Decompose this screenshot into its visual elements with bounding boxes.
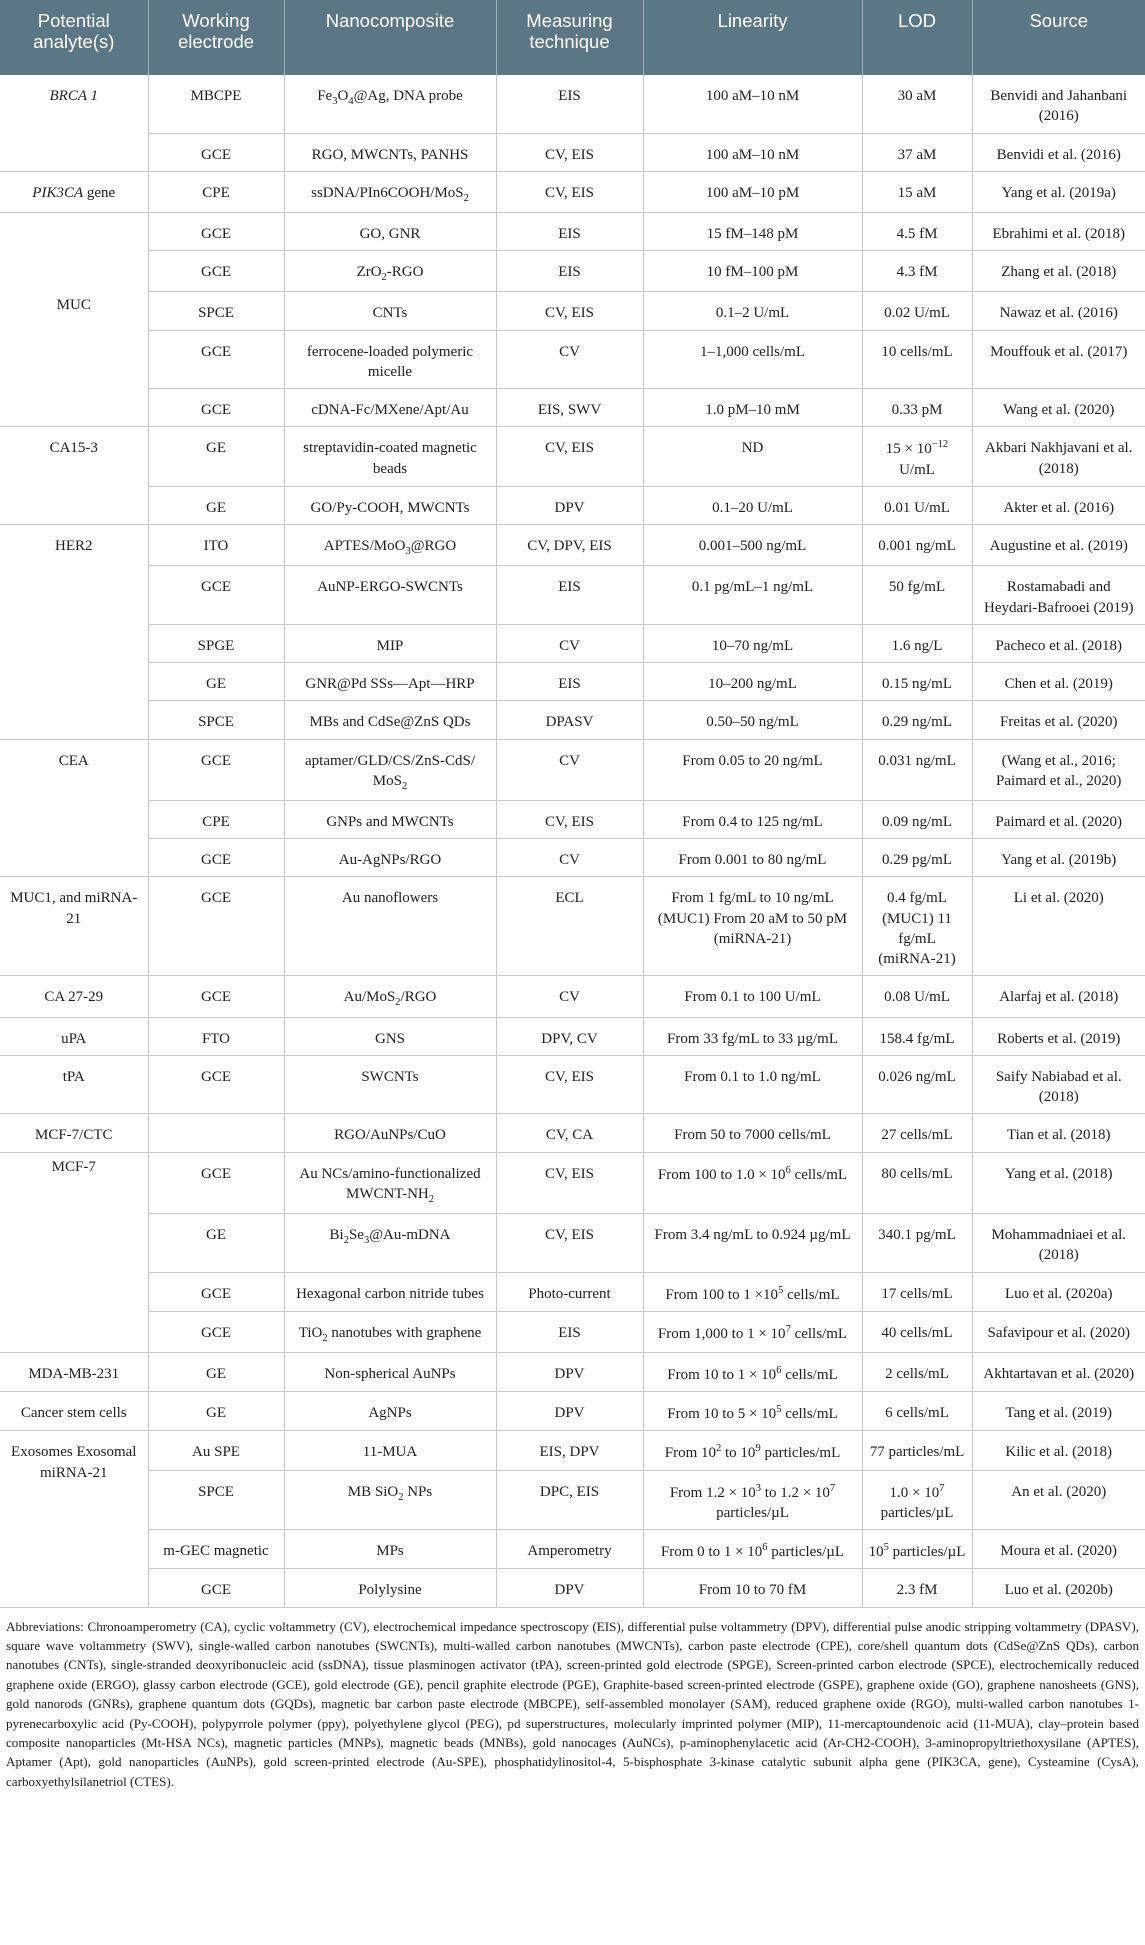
nanocomposite-cell: AgNPs [284,1392,496,1431]
nanocomposite-cell: GO/Py-COOH, MWCNTs [284,486,496,524]
nanocomposite-cell: APTES/MoO$_3$@RGO [284,525,496,566]
table-row [0,1055,1145,1114]
technique-cell: CV, DPV, EIS [496,525,643,566]
lod-cell: $10^5$ particles/µL [862,1530,972,1569]
nanocomposite-cell: cDNA-Fc/MXene/Apt/Au [284,389,496,427]
source-cell: An et al. (2020) [972,1470,1145,1530]
table-row [0,292,1145,330]
table-row [0,663,1145,701]
nanocomposite-cell: MBs and CdSe@ZnS QDs [284,701,496,739]
lod-cell: 340.1 pg/mL [862,1214,972,1273]
table-row [0,1214,1145,1273]
table-row [0,75,1145,133]
electrode-cell: GCE [148,251,284,292]
lod-cell: 15 aM [862,171,972,212]
nanocomposite-cell: $Bi_2Se_3@Au$-mDNA [284,1214,496,1273]
nanocomposite-cell: RGO/AuNPs/CuO [284,1114,496,1152]
lod-cell: 17 cells/mL [862,1272,972,1311]
table-row [0,877,1145,976]
nanocomposite-cell: MPs [284,1530,496,1569]
source-cell: Zhang et al. (2018) [972,251,1145,292]
technique-cell: CV [496,330,643,389]
technique-cell: DPASV [496,701,643,739]
source-cell: Kilic et al. (2018) [972,1431,1145,1470]
source-cell: Yang et al. (2019a) [972,171,1145,212]
technique-cell: CV, EIS [496,800,643,838]
analyte-cell: Exosomes Exosomal miRNA-21 [0,1431,148,1607]
linearity-cell: From 0.05 to 20 ng/mL [643,739,862,800]
source-cell: Tang et al. (2019) [972,1392,1145,1431]
header-measuring-technique: Measuring technique [496,0,643,75]
technique-cell: CV, EIS [496,133,643,171]
source-cell: Pacheco et al. (2018) [972,624,1145,662]
nanocomposite-cell: Non-spherical AuNPs [284,1352,496,1391]
table-row [0,1272,1145,1311]
linearity-cell: From 0.1 to 1.0 ng/mL [643,1055,862,1114]
analyte-cell: MUC [0,212,148,426]
technique-cell: EIS [496,1311,643,1352]
technique-cell: CV, EIS [496,292,643,330]
electrode-cell: GCE [148,1152,284,1213]
source-cell: Rostamabadi and Heydari-Bafrooei (2019) [972,566,1145,625]
technique-cell: CV, EIS [496,1055,643,1114]
linearity-cell: From 33 fg/mL to 33 µg/mL [643,1017,862,1055]
table-row [0,976,1145,1017]
table-row [0,133,1145,171]
electrode-cell: SPCE [148,701,284,739]
table-row [0,251,1145,292]
technique-cell: EIS [496,566,643,625]
linearity-cell: ND [643,427,862,487]
source-cell: Akhtartavan et al. (2020) [972,1352,1145,1391]
electrode-cell: CPE [148,800,284,838]
linearity-cell: 0.001–500 ng/mL [643,525,862,566]
source-cell: Ebrahimi et al. (2018) [972,212,1145,250]
table-row [0,427,1145,487]
linearity-cell: 1.0 pM–10 mM [643,389,862,427]
table-row [0,330,1145,389]
header-nanocomposite: Nanocomposite [284,0,496,75]
table-row [0,624,1145,662]
source-cell: Moura et al. (2020) [972,1530,1145,1569]
table-row [0,566,1145,625]
electrode-cell: SPCE [148,1470,284,1530]
technique-cell: DPV [496,1569,643,1607]
technique-cell: Photo-current [496,1272,643,1311]
nanocomposite-cell: Polylysine [284,1569,496,1607]
linearity-cell: From $10^2$ to $10^9$ particles/mL [643,1431,862,1470]
electrode-cell: GCE [148,133,284,171]
electrode-cell: GCE [148,839,284,877]
table-header [0,0,1145,75]
source-cell: Akbari Nakhjavani et al. (2018) [972,427,1145,487]
source-cell: Safavipour et al. (2020) [972,1311,1145,1352]
lod-cell: 0.026 ng/mL [862,1055,972,1114]
technique-cell: CV [496,739,643,800]
source-cell: Luo et al. (2020b) [972,1569,1145,1607]
source-cell: Mohammadniaei et al. (2018) [972,1214,1145,1273]
nanocomposite-cell: 11-MUA [284,1431,496,1470]
linearity-cell: From 10 to $5 \times 10^5$ cells/mL [643,1392,862,1431]
table-row [0,1311,1145,1352]
header-linearity: Linearity [643,0,862,75]
electrode-cell: GCE [148,739,284,800]
lod-cell: 0.02 U/mL [862,292,972,330]
technique-cell: EIS [496,663,643,701]
nanocomposite-cell: $Fe_3O_4@Ag$, DNA probe [284,75,496,133]
analyte-cell: MCF-7 [0,1152,148,1352]
abbreviations-footnote [0,1608,1145,1791]
nanocomposite-cell: GNPs and MWCNTs [284,800,496,838]
table-row [0,389,1145,427]
nanocomposite-cell: AuNP-ERGO-SWCNTs [284,566,496,625]
table-row [0,800,1145,838]
technique-cell: EIS [496,212,643,250]
lod-cell: 0.01 U/mL [862,486,972,524]
analyte-cell: BRCA 1 [0,75,148,171]
analyte-cell: HER2 [0,525,148,739]
table-row [0,1152,1145,1213]
table-row [0,1530,1145,1569]
linearity-cell: 0.1 pg/mL–1 ng/mL [643,566,862,625]
source-cell: Benvidi et al. (2016) [972,133,1145,171]
nanocomposite-cell: ZrO$_2$-RGO [284,251,496,292]
linearity-cell: From 100 to $1.0 \times 10^6$ cells/mL [643,1152,862,1213]
source-cell: Paimard et al. (2020) [972,800,1145,838]
linearity-cell: From 1 fg/mL to 10 ng/mL (MUC1) From 20 aM to 50 pM (miRNA-21) [643,877,862,976]
technique-cell: CV, CA [496,1114,643,1152]
technique-cell: CV, EIS [496,427,643,487]
electrode-cell: GE [148,1214,284,1273]
electrode-cell: SPGE [148,624,284,662]
linearity-cell: 100 aM–10 pM [643,171,862,212]
linearity-cell: 10 fM–100 pM [643,251,862,292]
table-row [0,525,1145,566]
linearity-cell: From 0.4 to 125 ng/mL [643,800,862,838]
table-row [0,1392,1145,1431]
analyte-cell: MCF-7/CTC [0,1114,148,1152]
lod-cell: 2.3 fM [862,1569,972,1607]
source-cell: Luo et al. (2020a) [972,1272,1145,1311]
lod-cell: 0.29 ng/mL [862,701,972,739]
source-cell: Augustine et al. (2019) [972,525,1145,566]
analyte-cell: CA15-3 [0,427,148,525]
technique-cell: EIS, DPV [496,1431,643,1470]
electrode-cell: Au SPE [148,1431,284,1470]
table-row [0,1431,1145,1470]
electrode-cell: FTO [148,1017,284,1055]
linearity-cell: From 100 to $1 \times 10^5$ cells/mL [643,1272,862,1311]
nanocomposite-cell: aptamer/GLD/CS/ZnS-CdS/ MoS$_2$ [284,739,496,800]
linearity-cell: 15 fM–148 pM [643,212,862,250]
technique-cell: CV, EIS [496,171,643,212]
linearity-cell: From 10 to 70 fM [643,1569,862,1607]
linearity-cell: From 0.1 to 100 U/mL [643,976,862,1017]
nanocomposite-cell: SWCNTs [284,1055,496,1114]
source-cell: (Wang et al., 2016; Paimard et al., 2020) [972,739,1145,800]
header-lod: LOD [862,0,972,75]
lod-cell: 0.08 U/mL [862,976,972,1017]
electrode-cell: GCE [148,976,284,1017]
technique-cell: CV [496,976,643,1017]
technique-cell: EIS [496,75,643,133]
linearity-cell: From 50 to 7000 cells/mL [643,1114,862,1152]
lod-cell: 0.33 pM [862,389,972,427]
lod-cell: 0.001 ng/mL [862,525,972,566]
electrode-cell: GE [148,486,284,524]
nanocomposite-cell: MB SiO$_2$ NPs [284,1470,496,1530]
table-row [0,171,1145,212]
linearity-cell: 10–70 ng/mL [643,624,862,662]
table-row [0,1017,1145,1055]
linearity-cell: From 3.4 ng/mL to 0.924 µg/mL [643,1214,862,1273]
electrode-cell: GCE [148,1272,284,1311]
electrode-cell: CPE [148,171,284,212]
source-cell: Akter et al. (2016) [972,486,1145,524]
lod-cell: 0.29 pg/mL [862,839,972,877]
electrode-cell: GCE [148,330,284,389]
electrode-cell: GCE [148,566,284,625]
table-row [0,1569,1145,1607]
lod-cell: 80 cells/mL [862,1152,972,1213]
nanocomposite-cell: GNS [284,1017,496,1055]
electrode-cell: GE [148,1352,284,1391]
source-cell: Benvidi and Jahanbani (2016) [972,75,1145,133]
electrode-cell: GCE [148,877,284,976]
linearity-cell: 100 aM–10 nM [643,75,862,133]
source-cell: Yang et al. (2018) [972,1152,1145,1213]
source-cell: Wang et al. (2020) [972,389,1145,427]
source-cell: Tian et al. (2018) [972,1114,1145,1152]
electrode-cell: GCE [148,389,284,427]
nanocomposite-cell: streptavidin-coated magnetic beads [284,427,496,487]
header-analyte: Potential analyte(s) [0,0,148,75]
electrode-cell: GCE [148,1311,284,1352]
table-row [0,1470,1145,1530]
technique-cell: EIS [496,251,643,292]
table-body [0,75,1145,1607]
technique-cell: DPV, CV [496,1017,643,1055]
technique-cell: DPV [496,1392,643,1431]
lod-cell: 1.6 ng/L [862,624,972,662]
electrode-cell: GCE [148,212,284,250]
technique-cell: ECL [496,877,643,976]
analyte-cell: PIK3CA gene [0,171,148,212]
nanocomposite-cell: Au/MoS$_2$/RGO [284,976,496,1017]
table-row [0,1352,1145,1391]
electrode-cell: ITO [148,525,284,566]
source-cell: Mouffouk et al. (2017) [972,330,1145,389]
nanocomposite-cell: RGO, MWCNTs, PANHS [284,133,496,171]
source-cell: Roberts et al. (2019) [972,1017,1145,1055]
lod-cell: 0.15 ng/mL [862,663,972,701]
source-cell: Saify Nabiabad et al. (2018) [972,1055,1145,1114]
table-row [0,739,1145,800]
electrode-cell [148,1114,284,1152]
linearity-cell: From 10 to $1 \times 10^6$ cells/mL [643,1352,862,1391]
electrode-cell: m-GEC magnetic [148,1530,284,1569]
nanocomposite-cell: CNTs [284,292,496,330]
nanocomposite-cell: ferrocene-loaded polymeric micelle [284,330,496,389]
analyte-cell: tPA [0,1055,148,1114]
lod-cell: 37 aM [862,133,972,171]
technique-cell: CV [496,839,643,877]
lod-cell: 0.09 ng/mL [862,800,972,838]
footnote-text: Abbreviations: Chronoamperometry (CA), cyclic voltammetry (CV), electrochemical impedance spectroscopy (EIS), differential pulse voltammetry (DPV), differential pulse anodic stripping voltammetry (DPASV), square wave voltammetry (SWV), single-walled carbon nanotubes (SWCNTs), multi-walled carbon nanotubes (MWCNTs), carbon paste electrode (CPE), core/shell quantum dots (CdSe@ZnS QDs), carbon nanotubes (CNTs), single-stranded deoxyribonucleic acid (ssDNA), tissue plasminogen activator (tPA), screen-printed gold electrode (SPGE), Screen-printed carbon electrode (SPCE), electrochemically reduced graphene oxide (ERGO), glassy carbon electrode (GCE), gold electrode (GE), pencil graphite electrode (PGE), Graphite-based screen-printed electrode (GSPE), graphene oxide (GO), graphene nanosheets (GNS), gold nanorods (GNRs), graphene quantum dots (GQDs), magnetic bar carbon paste electrode (MBCPE), self-assembled monolayer (SAM), reduced graphene oxide (RGO), multi-walled carbon nanotubes 1-pyrenecarboxylic acid (Py-COOH), polypyrrole polymer (ppy), polyethylene glycol (PEG), pd superstructures, molecularly imprinted polymer (MIP), 11-mercaptoundenoic acid (11-MUA), clay–protein based composite nanoparticles (Mt-HSA NCs), magnetic particles (MNPs), magnetic beads (MNBs), gold nanocages (AuNCs), p-aminophenylacetic acid (Ar-CH2-COOH), 3-aminopropyltriethoxysilane (APTES), Aptamer (Apt), gold nanoparticles (AuNPs), gold screen-printed electrode (Au-SPE), phosphatidylinositol-4, 5-bisphosphate 3-kinase catalytic subunit alpha gene (PIK3CA, gene), Cysteamine (CysA), carboxyethylsilanetriol (CTES). [6,1618,1139,1789]
electrode-cell: MBCPE [148,75,284,133]
source-cell: Li et al. (2020) [972,877,1145,976]
analyte-cell: CA 27-29 [0,976,148,1017]
electrode-cell: GE [148,1392,284,1431]
table-row [0,1114,1145,1152]
lod-cell: $1.0 \times 10^7$ particles/µL [862,1470,972,1530]
table-row [0,212,1145,250]
lod-cell: 40 cells/mL [862,1311,972,1352]
nanocomposite-cell: TiO$_2$ nanotubes with graphene [284,1311,496,1352]
analyte-cell: uPA [0,1017,148,1055]
lod-cell: 4.3 fM [862,251,972,292]
electrode-cell: GE [148,663,284,701]
linearity-cell: 1–1,000 cells/mL [643,330,862,389]
lod-cell: 4.5 fM [862,212,972,250]
nanocomposite-cell: MIP [284,624,496,662]
linearity-cell: From 1,000 to $1 \times 10^7$ cells/mL [643,1311,862,1352]
source-cell: Yang et al. (2019b) [972,839,1145,877]
technique-cell: DPV [496,1352,643,1391]
source-cell: Freitas et al. (2020) [972,701,1145,739]
linearity-cell: 0.1–20 U/mL [643,486,862,524]
header-working-electrode: Working electrode [148,0,284,75]
technique-cell: CV [496,624,643,662]
lod-cell: $15 \times 10^{-12}$ U/mL [862,427,972,487]
source-cell: Chen et al. (2019) [972,663,1145,701]
linearity-cell: From 0.001 to 80 ng/mL [643,839,862,877]
technique-cell: DPC, EIS [496,1470,643,1530]
nanocomposite-cell: Au NCs/amino-functionalized MWCNT-$NH_2$ [284,1152,496,1213]
analyte-cell: MDA-MB-231 [0,1352,148,1391]
linearity-cell: 0.1–2 U/mL [643,292,862,330]
technique-cell: DPV [496,486,643,524]
technique-cell: Amperometry [496,1530,643,1569]
nanocomposite-cell: ssDNA/PIn6COOH/MoS$_2$ [284,171,496,212]
lod-cell: 2 cells/mL [862,1352,972,1391]
linearity-cell: 10–200 ng/mL [643,663,862,701]
linearity-cell: 0.50–50 ng/mL [643,701,862,739]
table-row [0,486,1145,524]
linearity-cell: 100 aM–10 nM [643,133,862,171]
nanocomposite-cell: GO, GNR [284,212,496,250]
lod-cell: 27 cells/mL [862,1114,972,1152]
electrode-cell: SPCE [148,292,284,330]
source-cell: Nawaz et al. (2016) [972,292,1145,330]
lod-cell: 0.031 ng/mL [862,739,972,800]
lod-cell: 0.4 fg/mL (MUC1) 11 fg/mL (miRNA-21) [862,877,972,976]
lod-cell: 6 cells/mL [862,1392,972,1431]
nanocomposite-cell: GNR@Pd SSs—Apt—HRP [284,663,496,701]
lod-cell: 30 aM [862,75,972,133]
electrode-cell: GCE [148,1055,284,1114]
nanocomposite-cell: Au nanoflowers [284,877,496,976]
technique-cell: EIS, SWV [496,389,643,427]
header-source: Source [972,0,1145,75]
nanocomposite-cell: Au-AgNPs/RGO [284,839,496,877]
technique-cell: CV, EIS [496,1152,643,1213]
lod-cell: 77 particles/mL [862,1431,972,1470]
nanocomposite-cell: Hexagonal carbon nitride tubes [284,1272,496,1311]
lod-cell: 50 fg/mL [862,566,972,625]
table-row [0,839,1145,877]
lod-cell: 10 cells/mL [862,330,972,389]
analyte-cell: CEA [0,739,148,877]
technique-cell: CV, EIS [496,1214,643,1273]
header-row [0,0,1145,75]
electrode-cell: GE [148,427,284,487]
source-cell: Alarfaj et al. (2018) [972,976,1145,1017]
electrode-cell: GCE [148,1569,284,1607]
table-row [0,701,1145,739]
linearity-cell: From 0 to $1 \times 10^6$ particles/µL [643,1530,862,1569]
analyte-cell: MUC1, and miRNA-21 [0,877,148,976]
lod-cell: 158.4 fg/mL [862,1017,972,1055]
linearity-cell: From $1.2 \times 10^3$ to $1.2 \times 10^7$ particles/µL [643,1470,862,1530]
analyte-cell: Cancer stem cells [0,1392,148,1431]
